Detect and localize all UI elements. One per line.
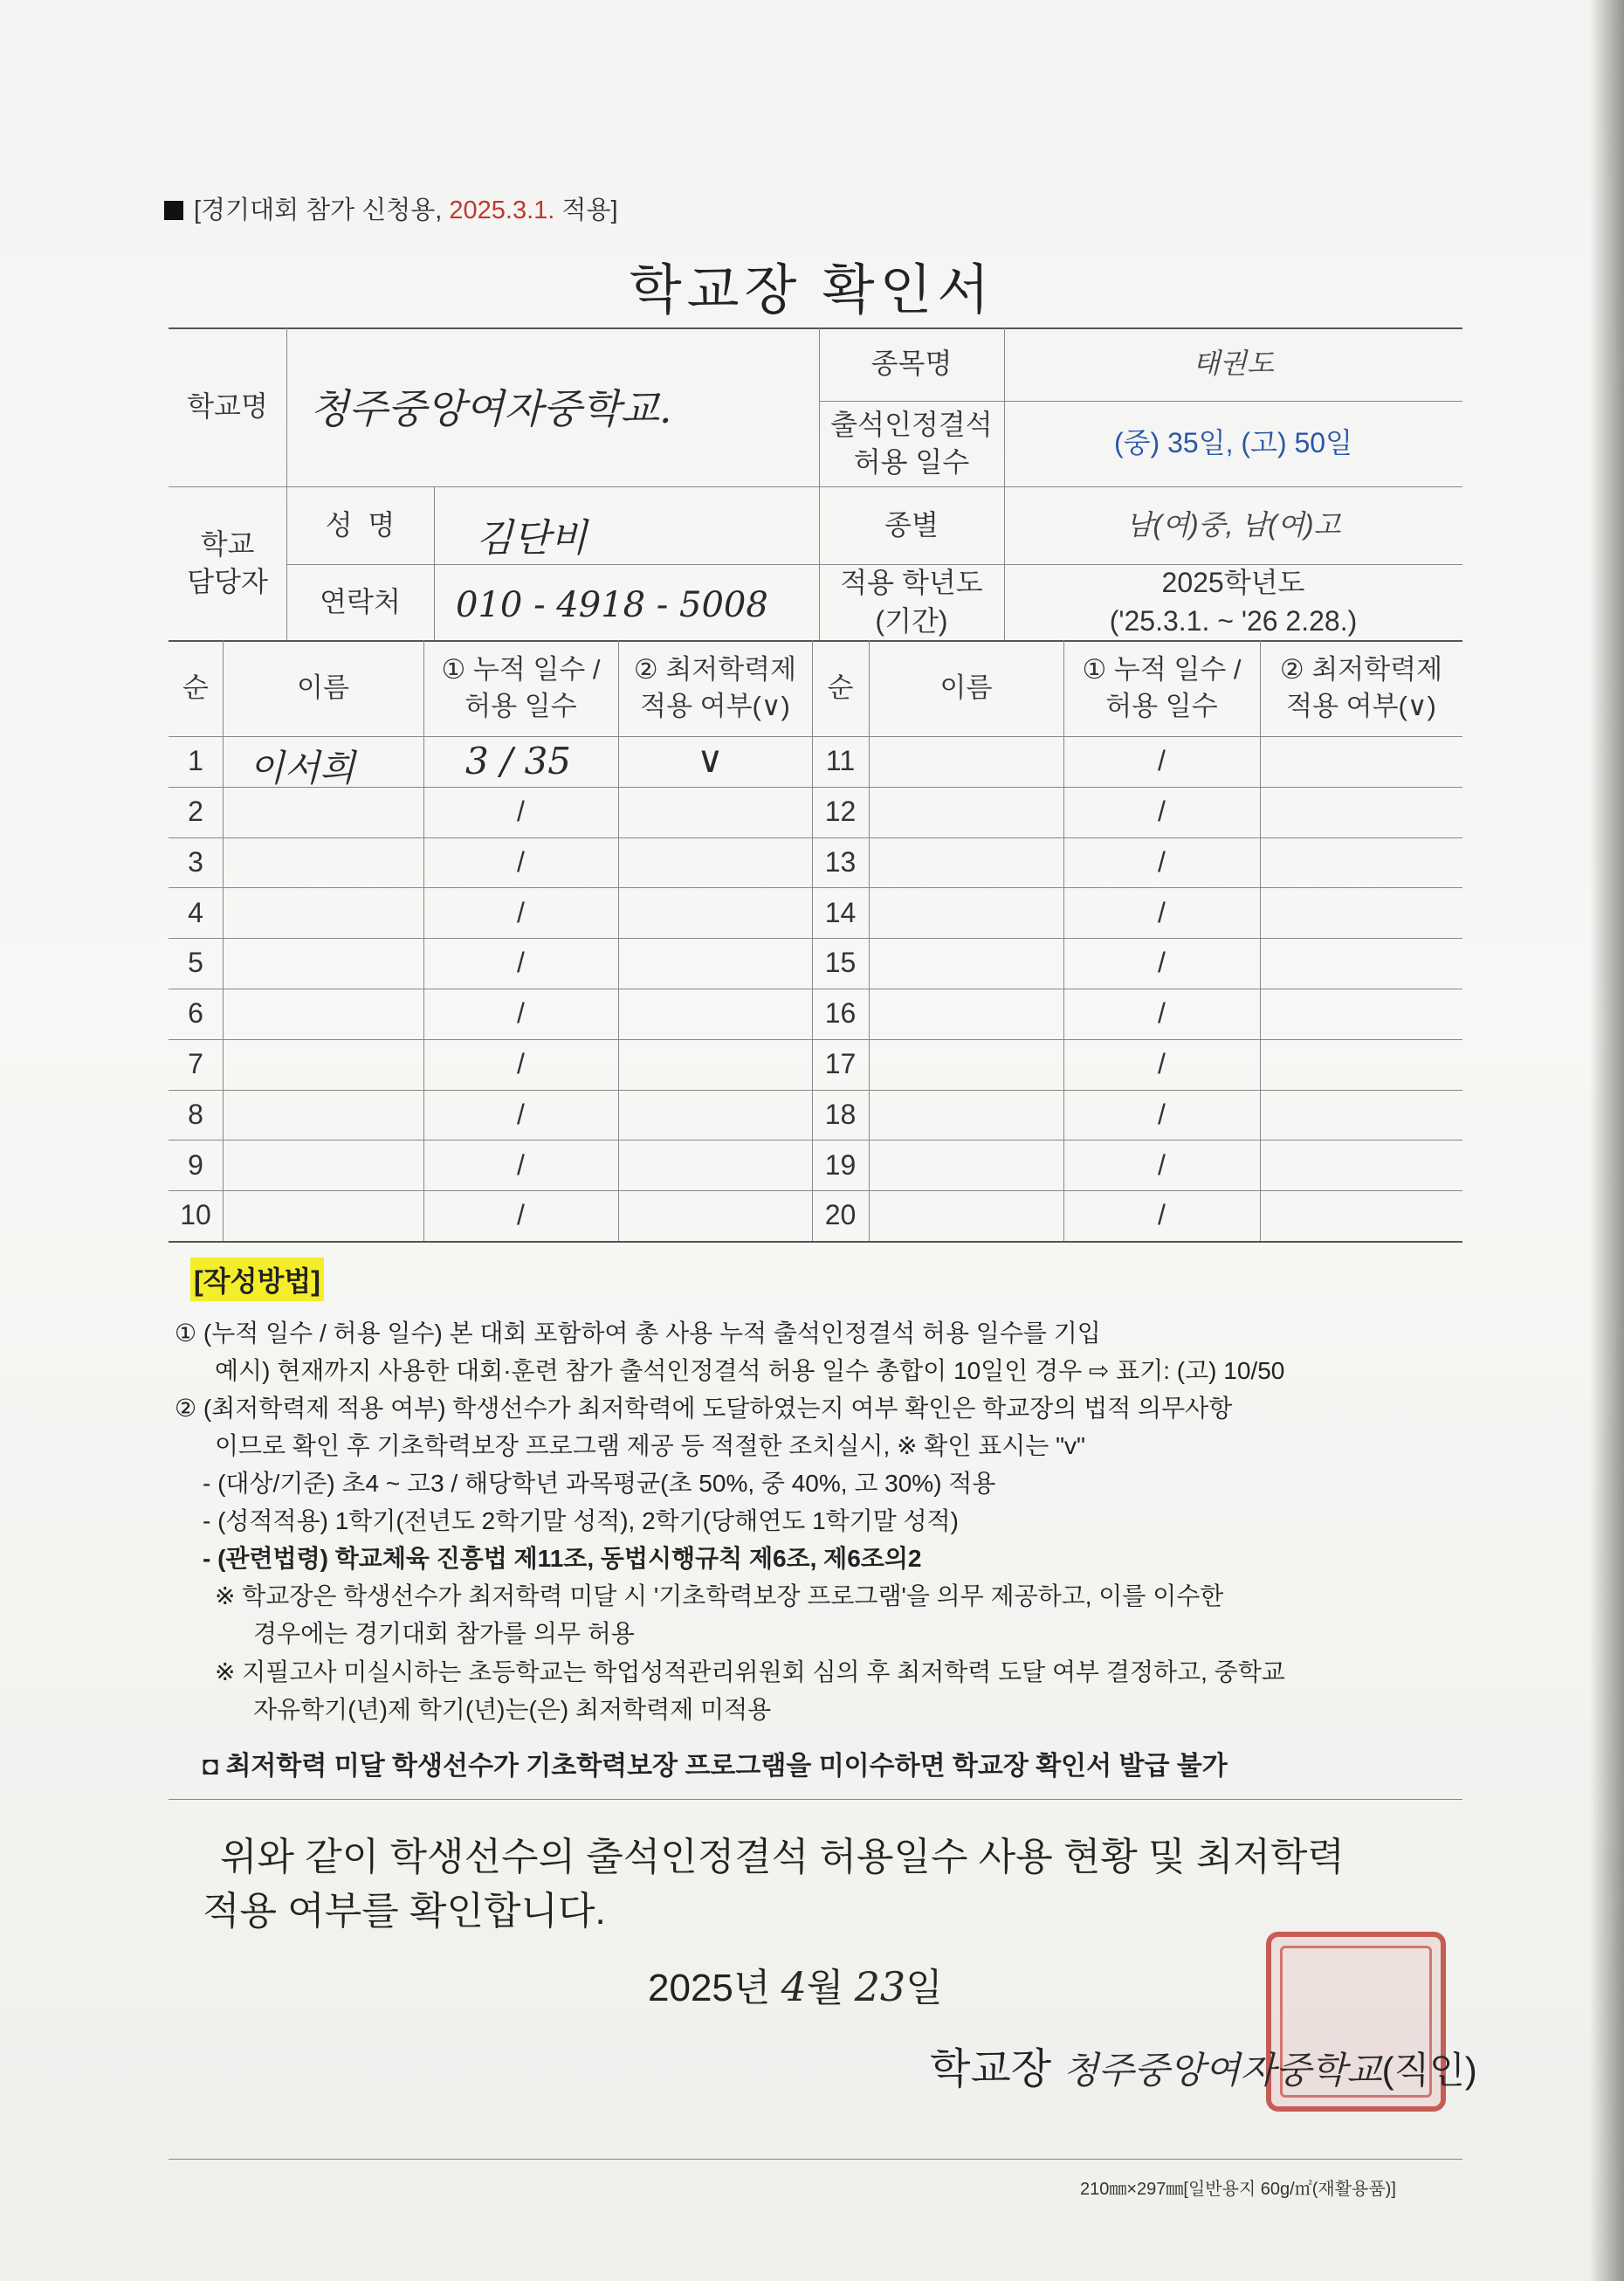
year-label-line1: 적용 학년도: [840, 567, 983, 599]
contact-label: 연락처: [320, 585, 401, 617]
note-suffix: 적용]: [554, 196, 618, 224]
row-number: 16: [824, 997, 857, 1030]
instruction-2-cont: 이므로 확인 후 기초학력보장 프로그램 제공 등 적절한 조치실시, ※ 확인 표시는 "v": [215, 1432, 1085, 1459]
school-label: 학교명: [187, 390, 268, 423]
col-no-left: [169, 640, 223, 736]
days-slash: /: [1158, 796, 1166, 828]
days-slash: /: [517, 796, 525, 828]
col-no-right-line1: 순: [827, 672, 854, 704]
instruction-target: - (대상/기준) 초4 ~ 고3 / 해당학년 과목평균(초 50%, 중 40%, 고 30%) 적용: [203, 1470, 996, 1497]
col-name-left-line1: 이름: [297, 672, 349, 704]
row-number: 17: [824, 1048, 857, 1080]
days-slash: /: [1158, 1148, 1166, 1181]
closing-line-1: 위와 같이 학생선수의 출석인정결석 허용일수 사용 현황 및 최저학력: [220, 1836, 1345, 1878]
instruction-note-2-cont: 자유학기(년)제 학기(년)는(은) 최저학력제 미적용: [253, 1696, 772, 1723]
sport-label: 종목명: [870, 348, 953, 380]
days-slash: /: [517, 947, 525, 979]
col-min-right-line1: ② 최저학력제: [1279, 654, 1443, 686]
bottom-line: [169, 2159, 1462, 2160]
allowance-label-line2: 허용 일수: [853, 446, 970, 478]
seal-label: (직인): [1381, 2050, 1477, 2091]
allowance-label-line1: 출석인정결석: [830, 408, 993, 440]
principal-signature: [930, 2035, 1477, 2095]
table-line: [169, 1241, 1462, 1243]
row-number: 10: [180, 1199, 211, 1231]
days-slash: /: [1158, 947, 1166, 979]
instruction-law: - (관련법령) 학교체육 진흥법 제11조, 동법시행규칙 제6조, 제6조의2: [203, 1545, 922, 1572]
school-name-handwritten: 청주중앙여자중학교.: [310, 385, 672, 432]
row-number: 1: [188, 745, 203, 777]
gender-value: 남(여)중, 남(여)고: [1125, 508, 1341, 541]
allowance-label: [819, 401, 1004, 486]
col-min-right: [1260, 640, 1462, 736]
row-number: 2: [188, 796, 203, 828]
year-value-line2: ('25.3.1. ~ '26 2.28.): [1109, 604, 1358, 637]
days-slash: /: [1158, 1048, 1166, 1080]
days-slash: /: [1158, 896, 1166, 928]
gender-label: 종별: [884, 508, 939, 541]
note-date: 2025.3.1.: [449, 196, 555, 224]
col-min-right-line2: 적용 여부(∨): [1286, 691, 1436, 721]
instruction-grades: - (성적적용) 1학기(전년도 2학기말 성적), 2학기(당해연도 1학기말 성적): [203, 1507, 959, 1534]
separator-line: [169, 1799, 1462, 1800]
days-slash: /: [517, 1148, 525, 1181]
row-number: 11: [825, 745, 856, 777]
col-days-right-line1: ① 누적 일수 /: [1082, 654, 1242, 686]
manager-label-line2: 담당자: [187, 566, 268, 597]
note-prefix: [경기대회 참가 신청용,: [194, 196, 450, 224]
instruction-1: ① (누적 일수 / 허용 일수) 본 대회 포함하여 총 사용 누적 출석인정결석 허용 일수를 기입: [175, 1320, 1101, 1347]
col-days-right: [1063, 640, 1260, 736]
manager-name-handwritten: 김단비: [476, 516, 588, 561]
year-value: [1004, 564, 1462, 640]
days-slash: /: [1158, 745, 1166, 777]
year-label-line2: (기간): [875, 604, 948, 637]
allowance-value: (중) 35일, (고) 50일: [1113, 427, 1353, 459]
col-days-left-line2: 허용 일수: [464, 691, 577, 721]
instruction-1-example: 예시) 현재까지 사용한 대회·훈련 참가 출석인정결석 허용 일수 총합이 10일인 경우 ⇨ 표기: (고) 10/50: [215, 1357, 1285, 1384]
instruction-2: ② (최저학력제 적용 여부) 학생선수가 최저학력에 도달하였는지 여부 확인은 학교장의 법적 의무사항: [175, 1395, 1233, 1422]
days-slash: /: [517, 845, 525, 878]
date-day-handwritten: 23: [854, 1963, 906, 2010]
col-days-right-line2: 허용 일수: [1105, 691, 1218, 721]
days-slash: /: [517, 1098, 525, 1130]
row-number: 3: [188, 845, 203, 878]
days-slash: /: [517, 1048, 525, 1080]
days-slash: /: [1158, 1199, 1166, 1231]
manager-label: [169, 486, 286, 640]
paper-spec-footer: 210㎜×297㎜[일반용지 60g/㎡(재활용품)]: [1080, 2180, 1396, 2199]
row-number: 9: [188, 1148, 203, 1181]
col-min-left-line1: ② 최저학력제: [633, 654, 797, 686]
days-slash: /: [1158, 845, 1166, 878]
col-days-left-line1: ① 누적 일수 /: [441, 654, 601, 686]
manager-label-line1: 학교: [200, 527, 255, 560]
principal-label: 학교장: [930, 2046, 1052, 2092]
col-name-right-line1: 이름: [939, 672, 993, 704]
row-number: 15: [824, 947, 857, 979]
closing-line-2: 적용 여부를 확인합니다.: [203, 1890, 606, 1933]
name-label: 성 명: [325, 508, 396, 541]
date-month-label: 월: [806, 1967, 844, 2009]
col-min-left-line2: 적용 여부(∨): [640, 691, 790, 721]
year-label: [819, 564, 1004, 640]
date-month-handwritten: 4: [781, 1963, 807, 2010]
row-number: 14: [824, 896, 857, 928]
instruction-note-1-cont: 경우에는 경기대회 참가를 의무 허용: [253, 1620, 635, 1647]
row-number: 7: [188, 1048, 203, 1080]
row-number: 13: [824, 845, 857, 878]
date-day-label: 일: [905, 1967, 943, 2009]
row-number: 19: [824, 1148, 857, 1181]
issue-date: [648, 1956, 943, 2012]
table-line: [434, 486, 435, 640]
instruction-note-2: ※ 지필고사 미실시하는 초등학교는 학업성적관리위원회 심의 후 최저학력 도달 여부 결정하고, 중학교: [215, 1658, 1285, 1685]
application-note: [164, 190, 618, 226]
principal-school-handwritten: 청주중앙여자중학교: [1063, 2049, 1382, 2091]
col-days-left: [423, 640, 618, 736]
row-number: 6: [188, 997, 203, 1030]
col-name-left: [223, 640, 423, 736]
days-slash: /: [1158, 1098, 1166, 1130]
square-bullet-icon: [164, 201, 183, 220]
col-no-right: [812, 640, 869, 736]
sport-value: 태권도: [1193, 348, 1274, 380]
page-edge-shadow: [1589, 0, 1624, 2281]
days-slash: /: [517, 1199, 525, 1231]
days-slash: /: [517, 997, 525, 1030]
row-number: 12: [824, 796, 857, 828]
col-no-left-line1: 순: [182, 672, 209, 704]
col-min-left: [618, 640, 812, 736]
row-number: 18: [824, 1098, 857, 1130]
row-number: 4: [188, 896, 203, 928]
contact-handwritten: 010 - 4918 - 5008: [456, 585, 768, 625]
year-value-line1: 2025학년도: [1161, 567, 1305, 599]
row-number: 8: [188, 1098, 203, 1130]
check-mark-handwritten: ∨: [697, 738, 724, 781]
days-slash: /: [517, 896, 525, 928]
page-title: 학교장 확인서: [629, 260, 995, 320]
row-number: 5: [188, 947, 203, 979]
student-name-handwritten: 이서희: [249, 747, 355, 789]
col-name-right: [869, 640, 1063, 736]
method-title: [작성방법]: [190, 1258, 324, 1301]
instruction-note-1: ※ 학교장은 학생선수가 최저학력 미달 시 '기초학력보장 프로그램'을 의무 제공하고, 이를 이수한: [215, 1582, 1224, 1609]
instruction-warning: ◘ 최저학력 미달 학생선수가 기초학력보장 프로그램을 미이수하면 학교장 확인서 발급 불가: [203, 1752, 1228, 1781]
date-year: 2025년: [648, 1967, 771, 2009]
days-handwritten: 3 / 35: [465, 740, 572, 782]
days-slash: /: [1158, 997, 1166, 1030]
row-number: 20: [824, 1199, 857, 1231]
